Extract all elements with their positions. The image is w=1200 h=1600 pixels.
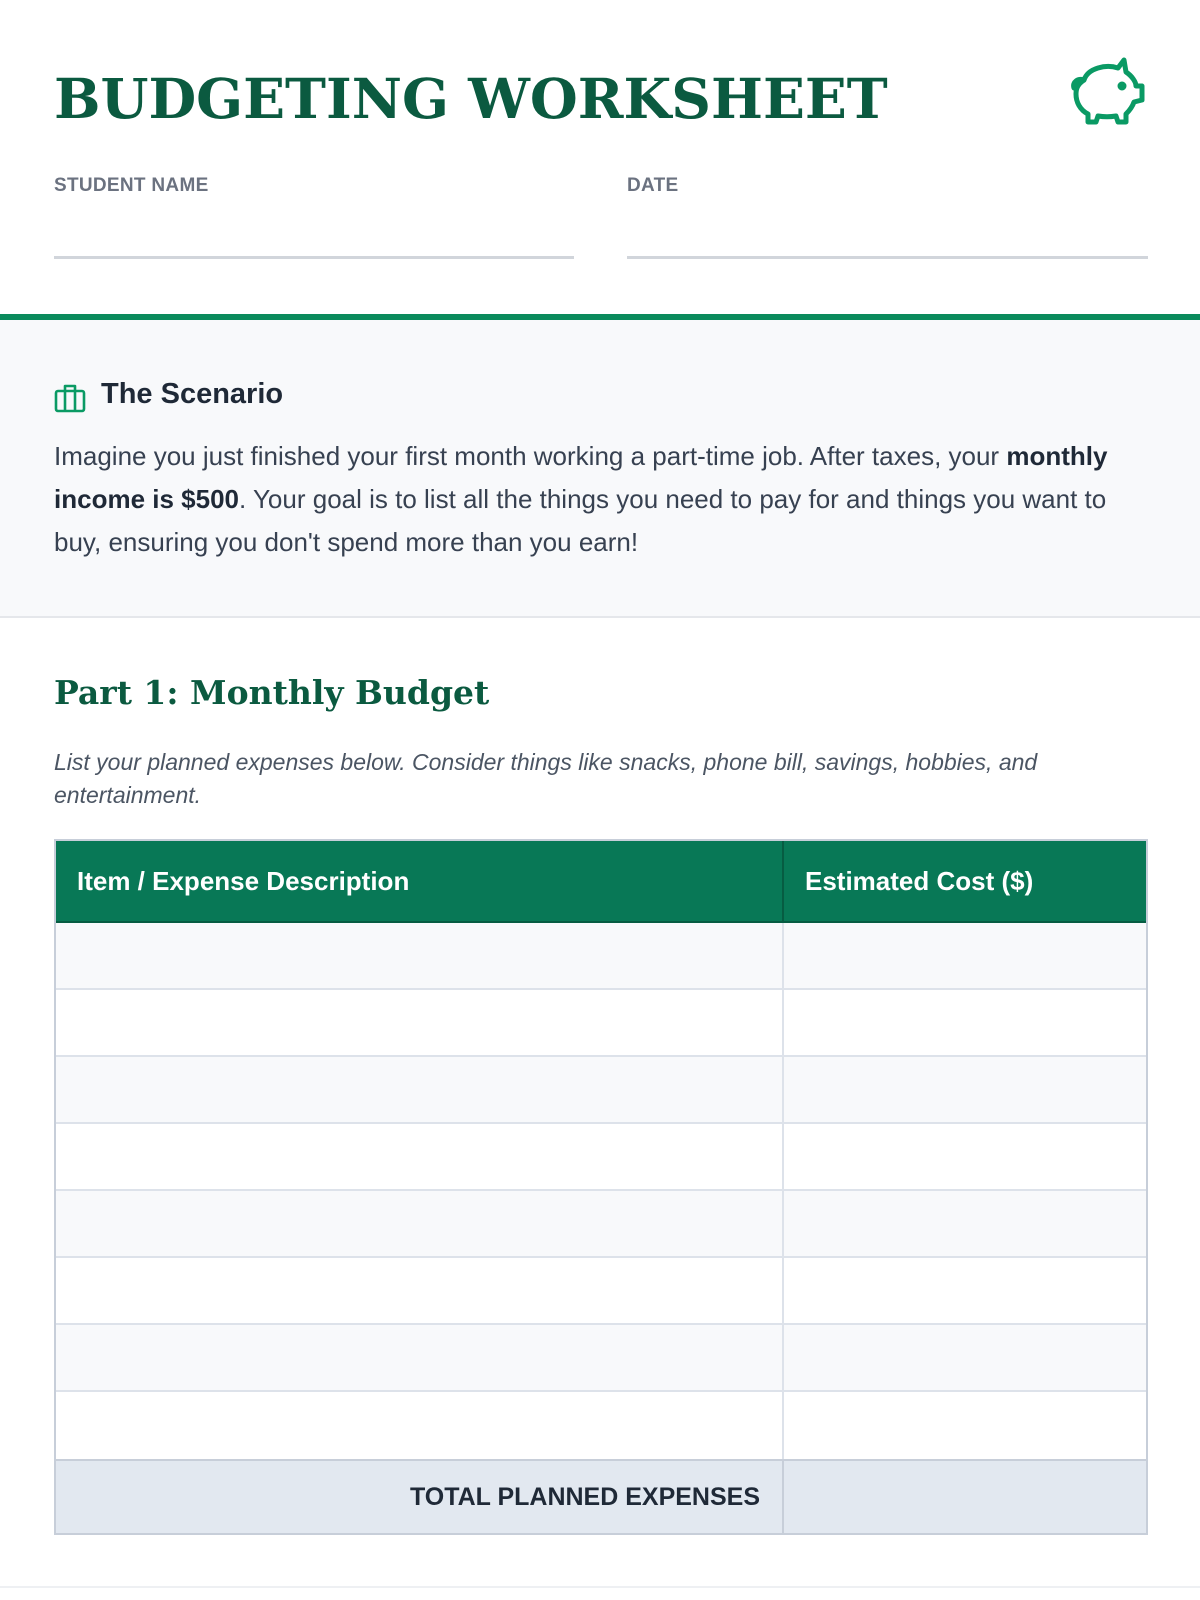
table-row [56,1124,1146,1191]
section-divider [0,1586,1200,1588]
cost-cell[interactable] [784,990,1146,1055]
table-row [56,1258,1146,1325]
table-row [56,1392,1146,1459]
item-cell[interactable] [56,1392,784,1459]
part1-description: List your planned expenses below. Consider things like snacks, phone bill, savings, hobbies, and entertainment. [54,749,1038,808]
item-cell[interactable] [56,1124,784,1189]
cost-cell[interactable] [784,1057,1146,1122]
header-item-description: Item / Expense Description [56,841,784,921]
cost-cell[interactable] [784,923,1146,988]
cost-cell[interactable] [784,1325,1146,1390]
header-estimated-cost: Estimated Cost ($) [805,865,1034,896]
total-row [56,1459,1146,1533]
table-body [56,923,1146,1459]
item-cell[interactable] [56,1191,784,1256]
date-label: DATE [627,175,679,196]
income-highlight: monthly income is $500 [54,441,1108,514]
cost-cell[interactable] [784,1392,1146,1459]
cost-cell[interactable] [784,1191,1146,1256]
student-name-field[interactable] [54,256,574,259]
table-header [56,841,1146,923]
table-row [56,1325,1146,1392]
briefcase-icon [54,383,86,413]
item-cell[interactable] [56,1057,784,1122]
scenario-section [0,320,1200,618]
total-value-cell[interactable] [784,1461,1146,1533]
budget-table [54,839,1148,1535]
piggy-bank-icon [1066,56,1146,130]
item-cell[interactable] [56,1325,784,1390]
table-row [56,1057,1146,1124]
part1-title: Part 1: Monthly Budget [54,673,490,712]
scenario-title: The Scenario [101,378,284,410]
item-cell[interactable] [56,1258,784,1323]
cost-cell[interactable] [784,1124,1146,1189]
date-field[interactable] [627,256,1148,259]
cost-cell[interactable] [784,1258,1146,1323]
table-row [56,1191,1146,1258]
total-label: TOTAL PLANNED EXPENSES [56,1461,784,1533]
scenario-text: Imagine you just finished your first month working a part-time job. After taxes, your monthly income is $500. Your goal is to list all the things you need to pay for and things you want to buy, ensuring you don't spend more than you earn! [54,441,1108,557]
item-cell[interactable] [56,990,784,1055]
student-name-label: STUDENT NAME [54,175,209,196]
worksheet-header [0,0,1200,320]
item-cell[interactable] [56,923,784,988]
table-row [56,923,1146,990]
table-row [56,990,1146,1057]
page-title: BUDGETING WORKSHEET [54,66,888,131]
